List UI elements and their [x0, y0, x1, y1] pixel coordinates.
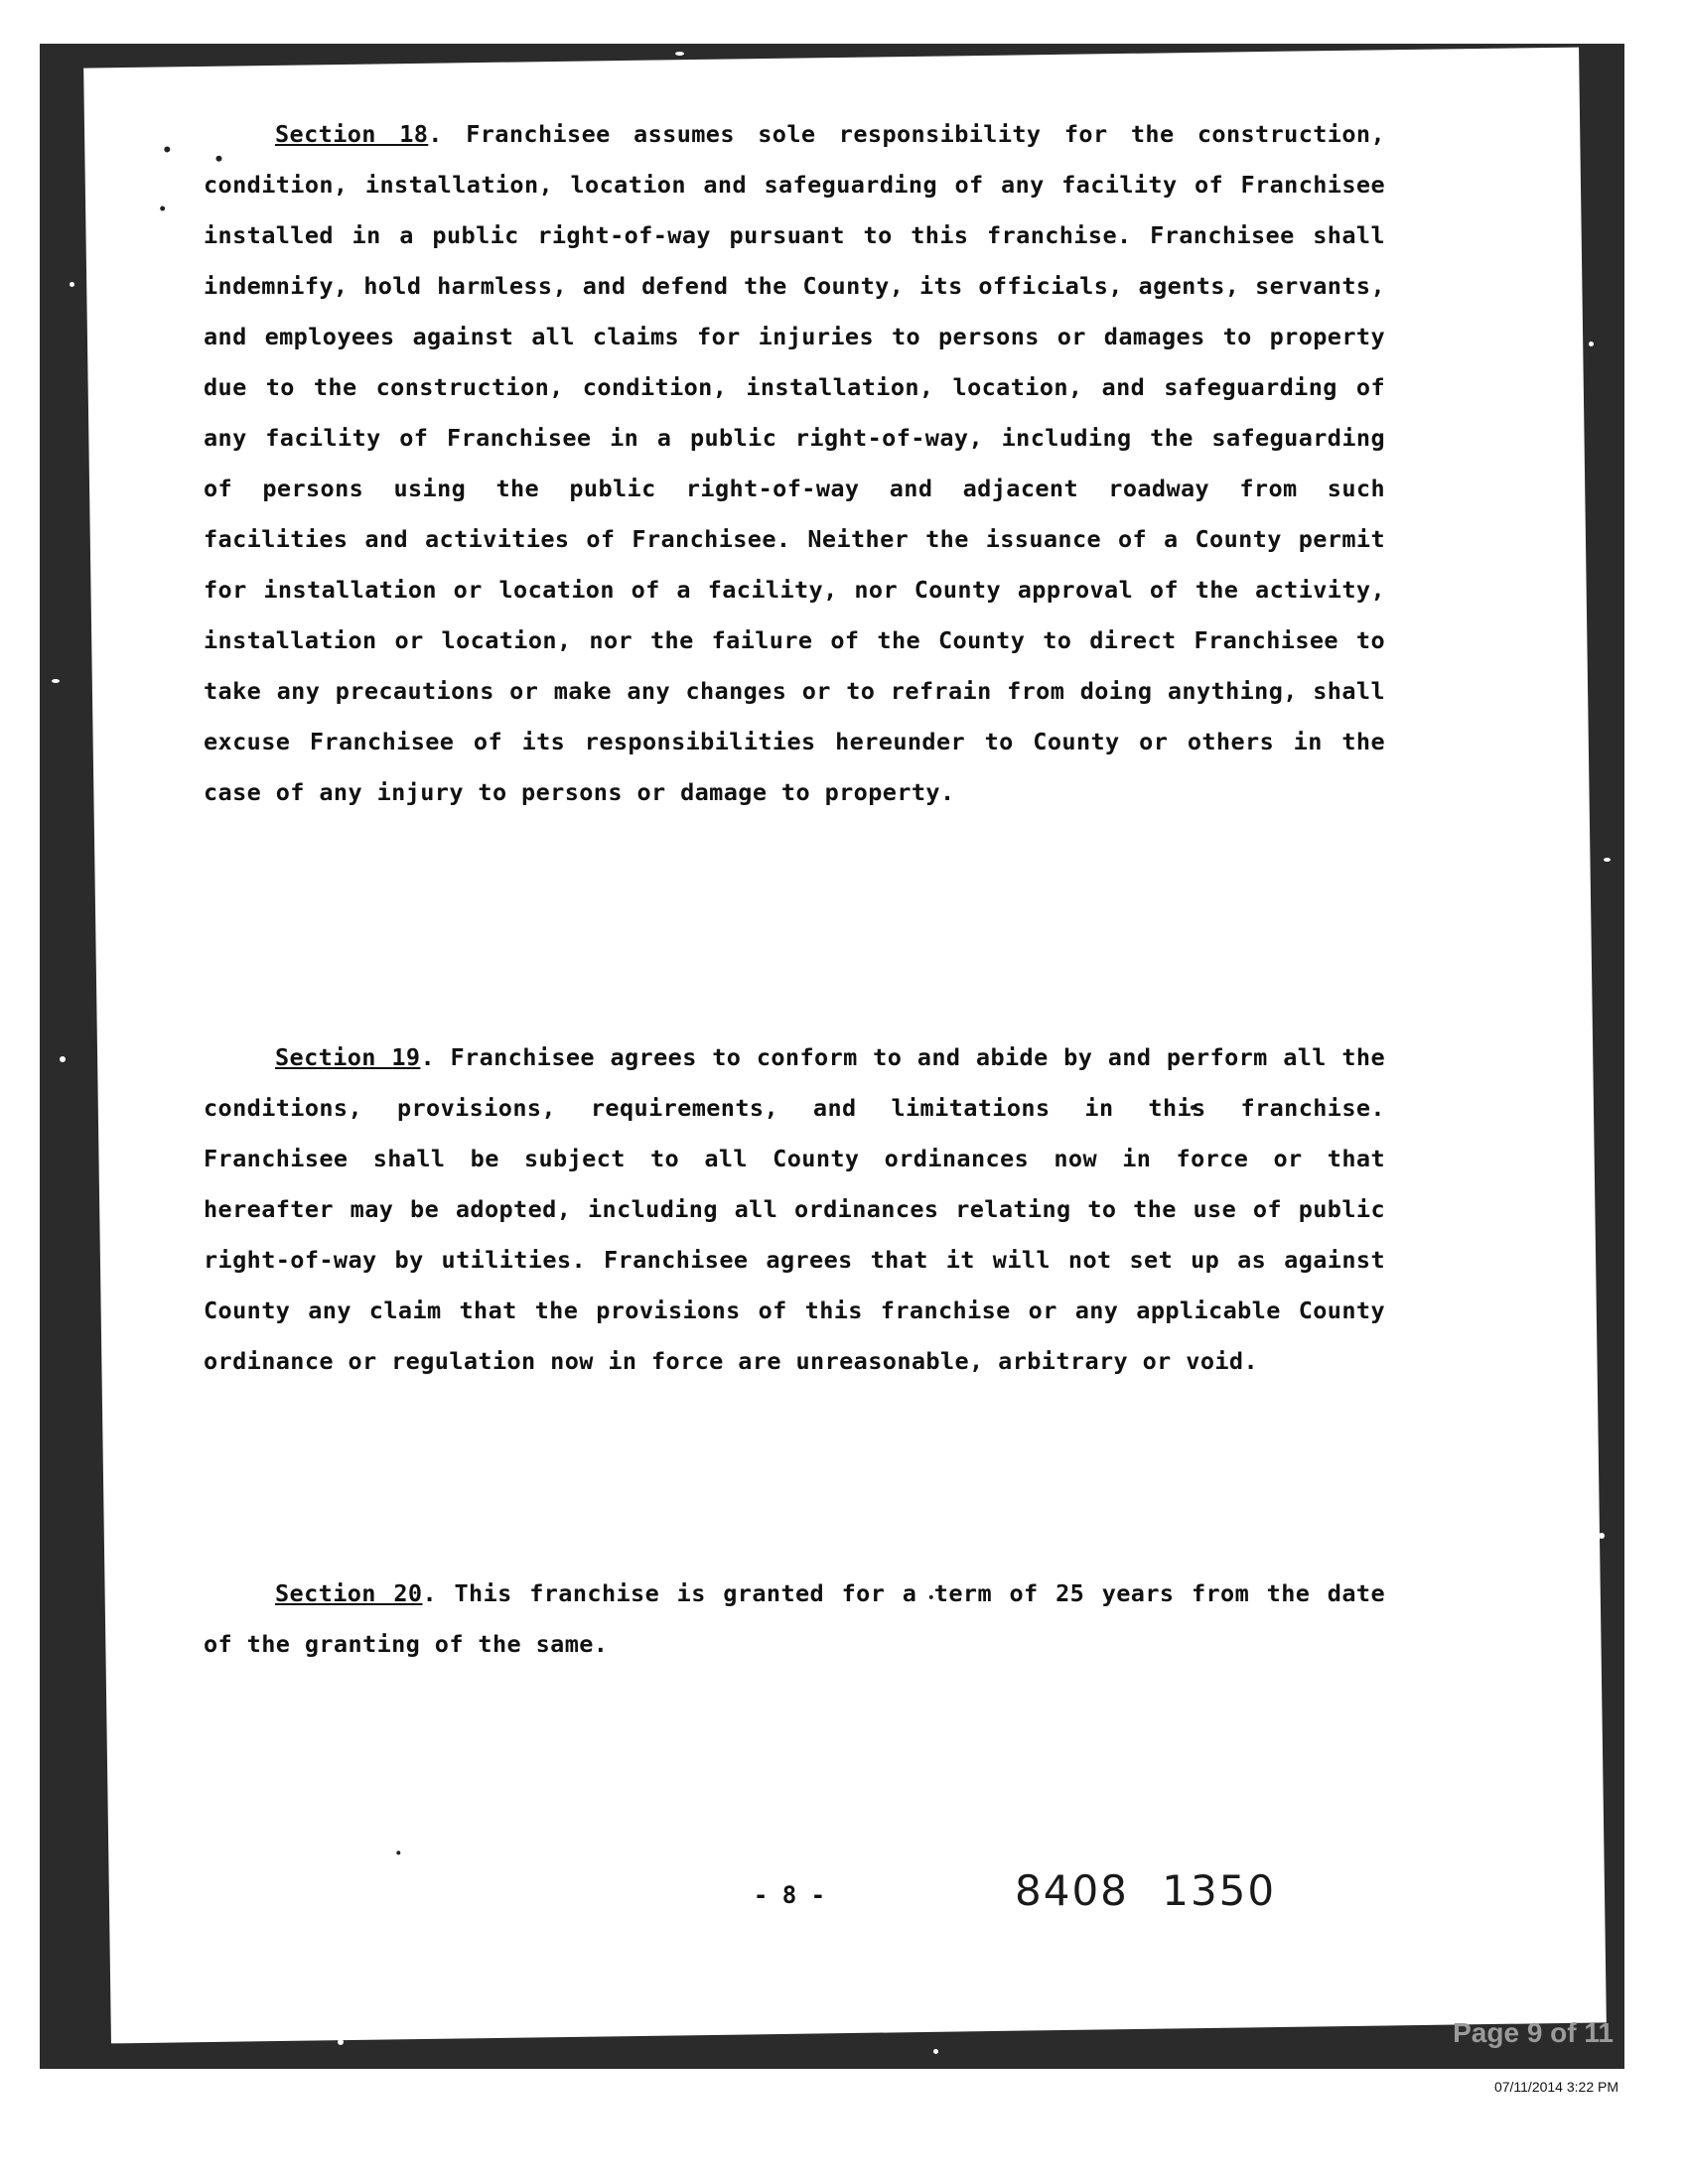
page-number: - 8 -	[753, 1881, 826, 1909]
section-20	[204, 1569, 1385, 1670]
document-number: 8408 1350	[1015, 1866, 1277, 1915]
section-19	[204, 1032, 1385, 1387]
section-label: Section 19	[275, 1043, 421, 1071]
section-label: Section 20	[275, 1579, 423, 1607]
page-stamp: Page 9 of 11	[1453, 2017, 1614, 2048]
section-body: . This franchise is granted for a term of 25 years from the date of the granting of the same.	[204, 1579, 1386, 1658]
section-body: . Franchisee assumes sole responsibility for the construction, condition, installation, location and safeguarding of any facility of Franchisee installed in a public right-of-way pursuant to this franchise. Franchisee shall indemnify, hold harmless, and defend the County, its officials, agents, servants, and employees against all claims for injuries to persons or damages to property due to the construction, condition, installation, location, and safeguarding of any facility of Franchisee in a public right-of-way, including the safeguarding of persons using the public right-of-way and adjacent roadway from such facilities and activities of Franchisee. Neither the issuance of a County permit for installation or location of a facility, nor County approval of the activity, installation or location, nor the failure of the County to direct Franchisee to take any precautions or make any changes or to refrain from doing anything, shall excuse Franchisee of its responsibilities hereunder to County or others in the case of any injury to persons or damage to property.	[204, 120, 1385, 806]
section-18	[204, 109, 1385, 818]
section-body: . Franchisee agrees to conform to and abide by and perform all the conditions, provisions, requirements, and limitations in this franchise. Franchisee shall be subject to all County ordinances now in force or that hereafter may be adopted, including all ordinances relating to the use of public right-of-way by utilities. Franchisee agrees that it will not set up as against County any claim that the provisions of this franchise or any applicable County ordinance or regulation now in force are unreasonable, arbitrary or void.	[204, 1043, 1385, 1375]
section-label: Section 18	[275, 120, 429, 148]
timestamp: 07/11/2014 3:22 PM	[1493, 2079, 1618, 2095]
